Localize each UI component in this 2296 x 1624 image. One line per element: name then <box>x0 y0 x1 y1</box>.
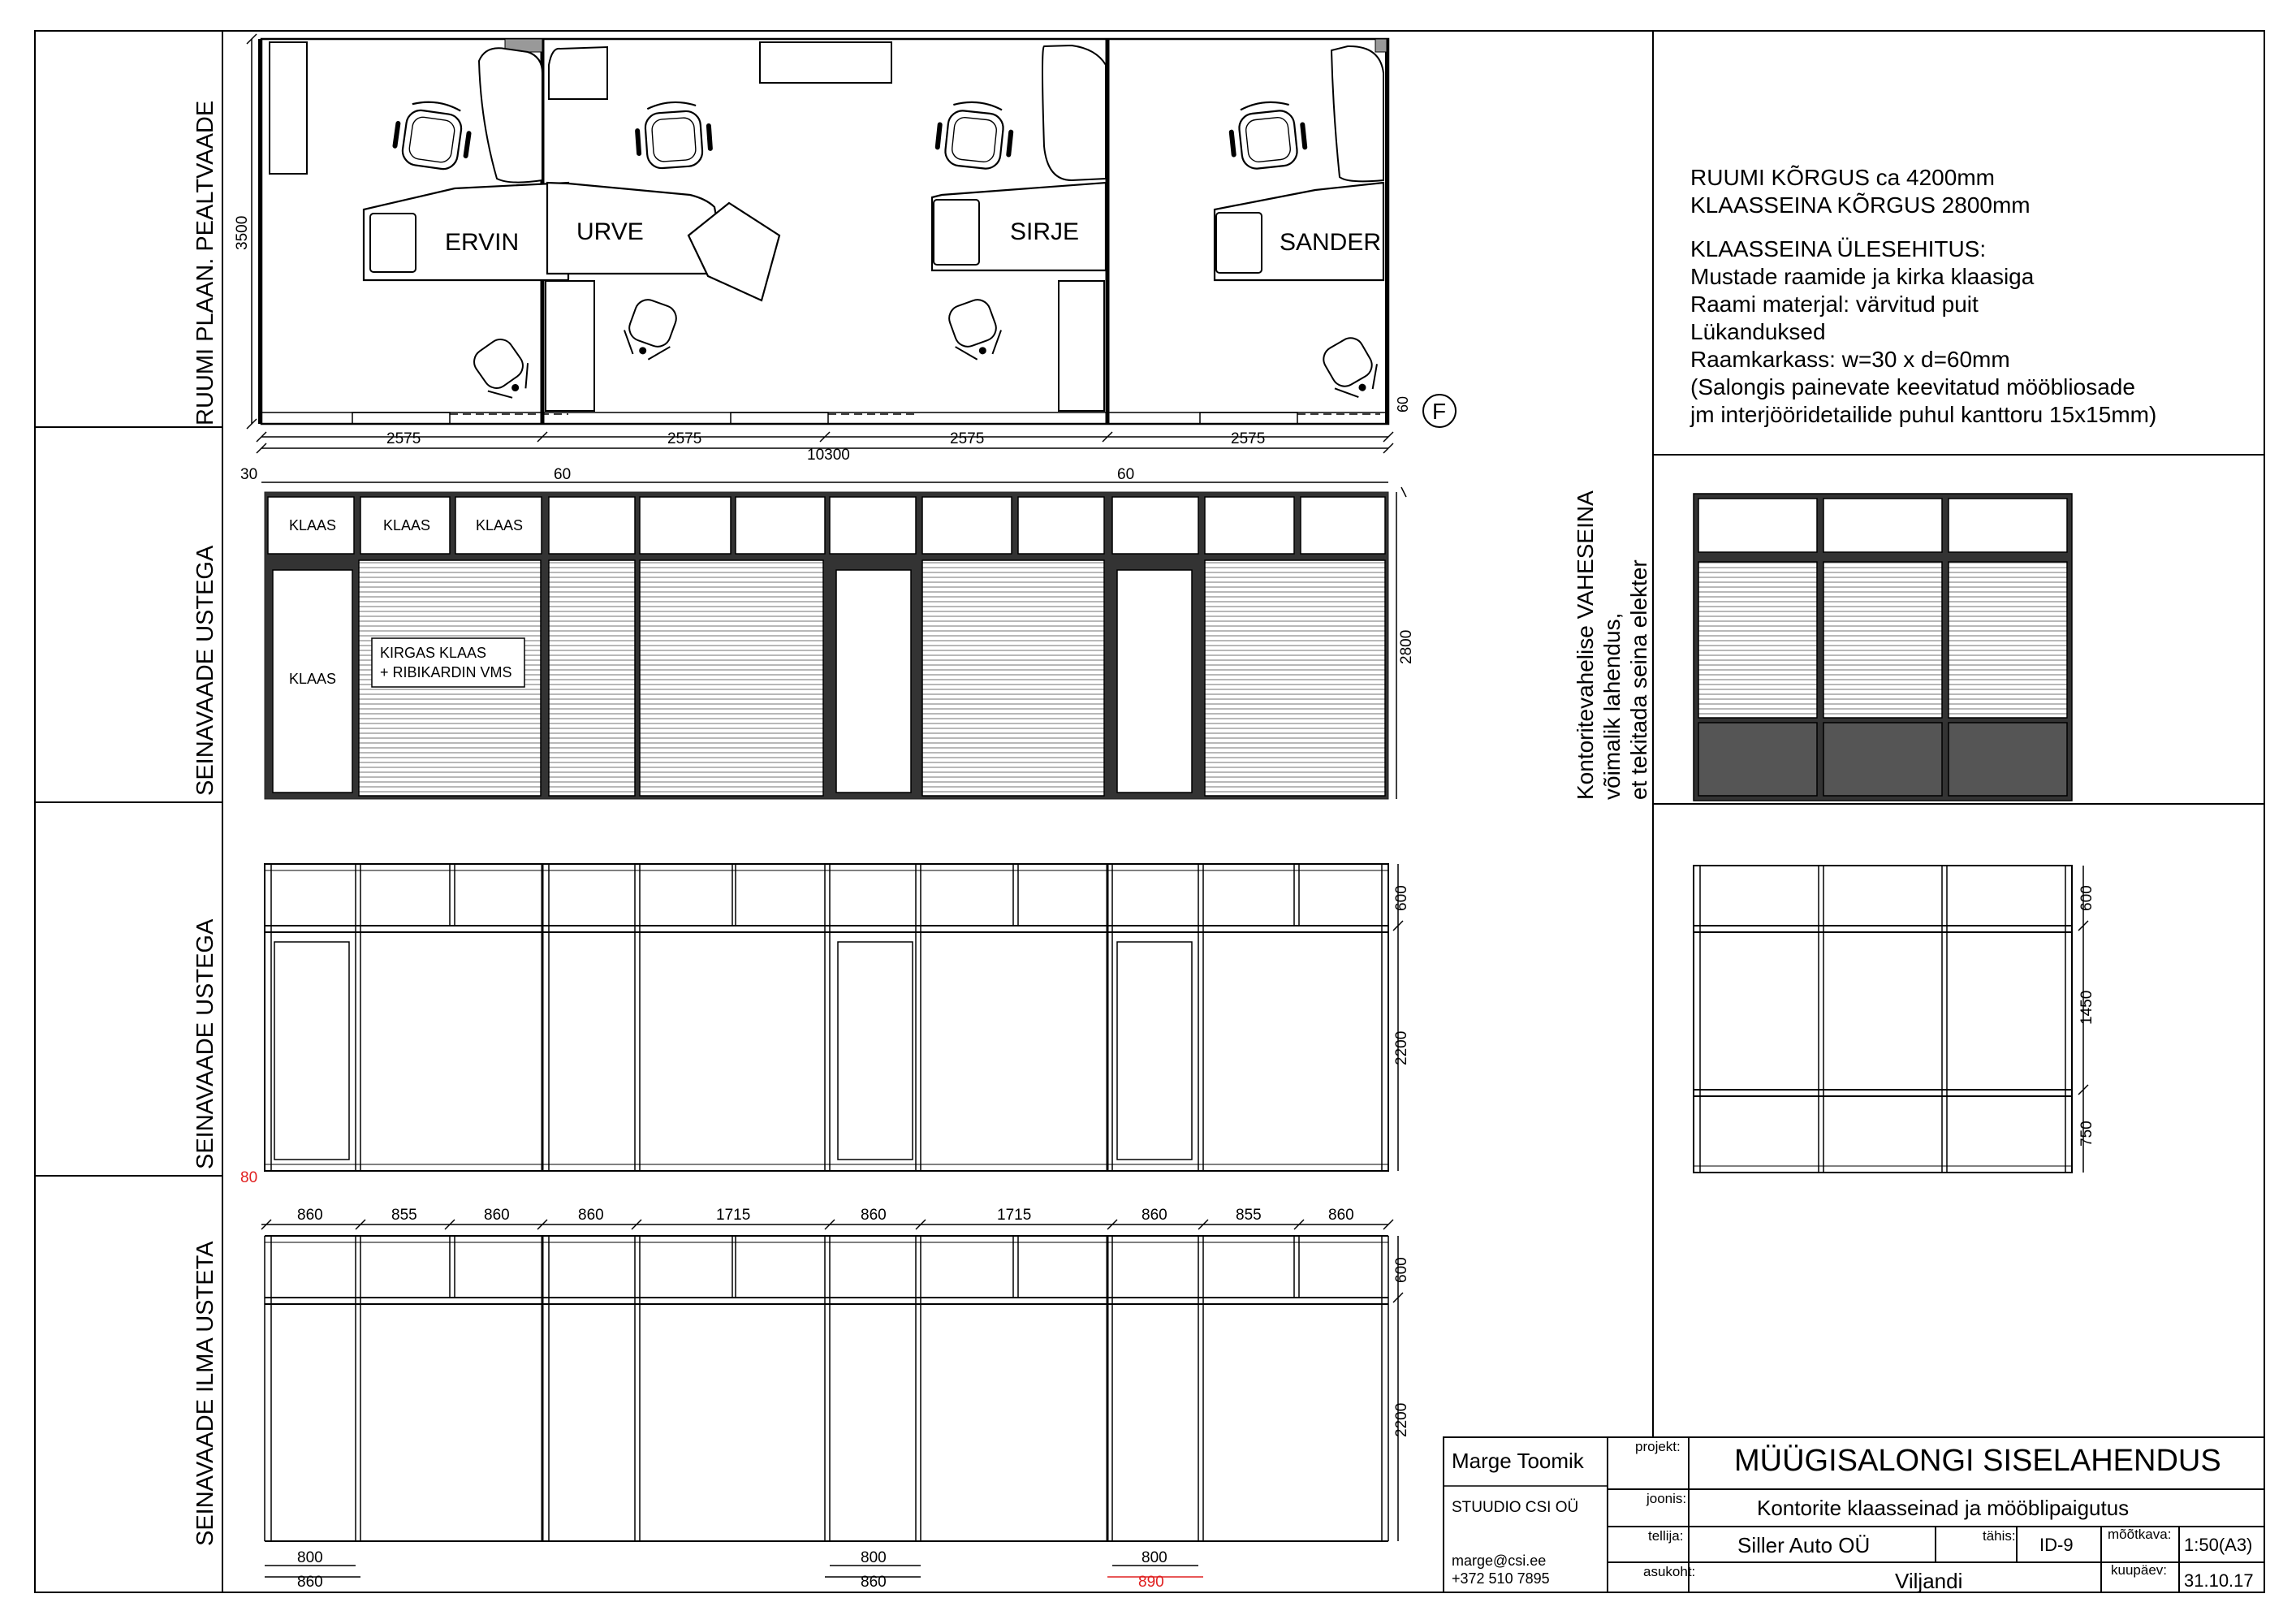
plan-dim-2: 2575 <box>667 430 702 447</box>
note-frames: Mustade raamide ja kirka klaasiga <box>1690 264 2035 289</box>
tb-asukoht: Viljandi <box>1895 1569 1963 1593</box>
elev3-w-3: 860 <box>484 1207 510 1224</box>
tb-projekt-label: projekt: <box>1635 1439 1681 1454</box>
elev1-klaas-3: KLAAS <box>476 517 524 533</box>
elevation2-side-label: SEINAVAADE USTEGA <box>192 918 218 1169</box>
plan-marker-f: F <box>1432 399 1447 424</box>
tb-joonis-label: joonis: <box>1646 1491 1687 1506</box>
tb-phone: +372 510 7895 <box>1452 1570 1550 1587</box>
plan-dim-4: 2575 <box>1231 430 1266 447</box>
elev1-dim-60b: 60 <box>1117 466 1135 483</box>
elev3-gap1-inner: 800 <box>297 1549 323 1566</box>
partition-side-label-1: Kontoritevahelise VAHESEINA <box>1573 490 1598 800</box>
tb-kuupaev-label: kuupäev: <box>2111 1562 2167 1578</box>
plan-name-sander: SANDER <box>1280 229 1382 256</box>
elev3-w-10: 860 <box>1328 1207 1354 1224</box>
elev3-gap2-outer: 860 <box>861 1574 887 1591</box>
note-construction-title: KLAASSEINA ÜLESEHITUS: <box>1690 236 1987 261</box>
elev1-note-line2: + RIBIKARDIN VMS <box>380 664 512 680</box>
elev3-w-4: 860 <box>578 1207 604 1224</box>
elev2-top-dim: 600 <box>1393 885 1410 911</box>
elev3-gap2-inner: 800 <box>861 1549 887 1566</box>
elevation-2 <box>265 864 1403 1171</box>
note-wall-height: KLAASSEINA KÕRGUS 2800mm <box>1690 192 2031 218</box>
plan-name-urve: URVE <box>576 218 644 245</box>
plan-name-sirje: SIRJE <box>1010 218 1080 245</box>
plan-depth-dim: 3500 <box>234 215 251 250</box>
plan-name-ervin: ERVIN <box>445 229 520 256</box>
partition-side-label-2: võimalik lahendus, <box>1599 612 1625 800</box>
elev3-w-8: 860 <box>1142 1207 1167 1224</box>
elevation-3 <box>261 1220 1403 1577</box>
partition-mid-dim: 1450 <box>2078 990 2095 1025</box>
elev1-door-klaas: KLAAS <box>289 671 337 687</box>
elevation-1 <box>261 482 1406 799</box>
elev2-base-dim: 80 <box>240 1169 258 1186</box>
partition-elevation-1 <box>1694 494 2072 801</box>
elev1-dim-60a: 60 <box>554 466 572 483</box>
tb-author: Marge Toomik <box>1452 1449 1584 1473</box>
plan-dim-1: 2575 <box>386 430 421 447</box>
tb-asukoht-label: asukoht: <box>1643 1564 1696 1579</box>
tb-tahis-label: tähis: <box>1983 1528 2016 1544</box>
floor-plan <box>247 34 1456 453</box>
partition-elevation-2 <box>1694 866 2088 1173</box>
plan-side-label: RUUMI PLAAN. PEALTVAADE <box>192 100 218 425</box>
tb-mootkava-label: mõõtkava: <box>2108 1527 2172 1542</box>
plan-total-dim: 10300 <box>807 447 850 464</box>
elev3-w-1: 860 <box>297 1207 323 1224</box>
plan-wall-thk: 60 <box>1395 395 1411 412</box>
elev1-height-dim: 2800 <box>1398 629 1415 664</box>
elev1-dim-left: 30 <box>240 466 258 483</box>
note-salon-1: (Salongis painevate keevitatud mööbliosade <box>1690 374 2135 400</box>
elev1-klaas-2: KLAAS <box>383 517 431 533</box>
elevation3-side-label: SEINAVAADE ILMA USTETA <box>192 1241 218 1546</box>
elev2-bottom-dim: 2200 <box>1393 1030 1410 1065</box>
general-notes <box>1690 164 2156 429</box>
elev3-gap3-outer: 890 <box>1138 1574 1164 1591</box>
elev3-w-5: 1715 <box>716 1207 751 1224</box>
elev3-w-6: 860 <box>861 1207 887 1224</box>
elev1-klaas-1: KLAAS <box>289 517 337 533</box>
elev1-note-line1: KIRGAS KLAAS <box>380 645 487 661</box>
note-frame-size: Raamkarkass: w=30 x d=60mm <box>1690 347 2010 372</box>
partition-top-dim: 600 <box>2078 885 2095 911</box>
tb-email: marge@csi.ee <box>1452 1553 1547 1569</box>
note-doors: Lükanduksed <box>1690 319 1826 344</box>
elev3-width-dims <box>297 1207 1354 1224</box>
tb-tellija: Siller Auto OÜ <box>1737 1533 1871 1557</box>
tb-projekt: MÜÜGISALONGI SISELAHENDUS <box>1734 1444 2221 1478</box>
elevation1-side-label: SEINAVAADE USTEGA <box>192 545 218 796</box>
tb-joonis: Kontorite klaasseinad ja mööblipaigutus <box>1757 1496 2130 1520</box>
note-room-height: RUUMI KÕRGUS ca 4200mm <box>1690 165 1995 190</box>
elev3-bottom-dim: 2200 <box>1393 1402 1410 1437</box>
elev3-w-7: 1715 <box>997 1207 1032 1224</box>
elev3-w-9: 855 <box>1236 1207 1262 1224</box>
partition-low-dim: 750 <box>2078 1121 2095 1147</box>
note-material: Raami materjal: värvitud puit <box>1690 292 1979 317</box>
elev3-gap1-outer: 860 <box>297 1574 323 1591</box>
plan-dim-3: 2575 <box>950 430 985 447</box>
tb-tahis: ID-9 <box>2039 1535 2074 1555</box>
elev3-w-2: 855 <box>391 1207 417 1224</box>
elev3-gap3-inner: 800 <box>1142 1549 1167 1566</box>
partition-side-label-3: et tekitada seina elekter <box>1626 559 1651 800</box>
elev3-top-dim: 600 <box>1393 1257 1410 1283</box>
tb-tellija-label: tellija: <box>1648 1528 1684 1544</box>
note-salon-2: jm interjööridetailide puhul kanttoru 15x15mm) <box>1690 402 2157 427</box>
tb-studio: STUUDIO CSI OÜ <box>1452 1499 1579 1516</box>
tb-kuupaev: 31.10.17 <box>2184 1570 2254 1591</box>
tb-mootkava: 1:50(A3) <box>2184 1535 2253 1555</box>
